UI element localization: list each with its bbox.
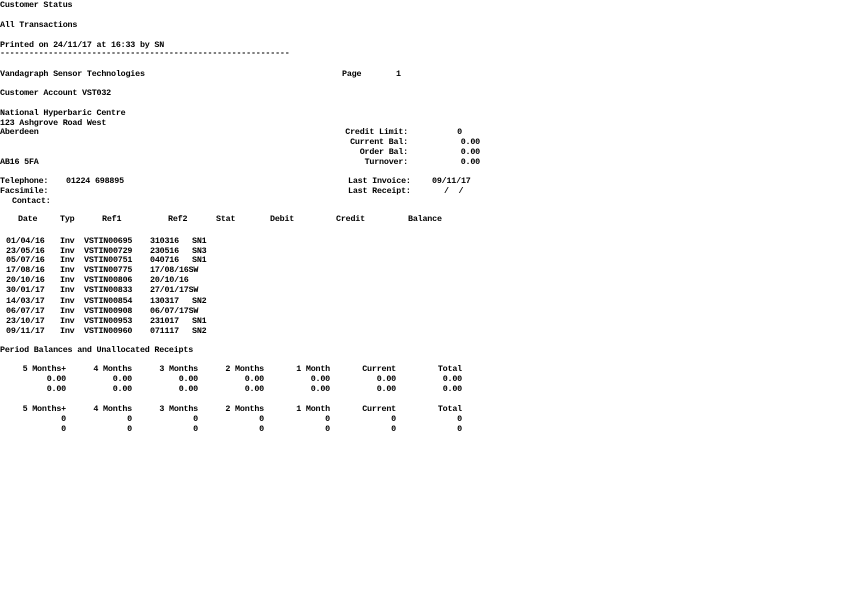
customer-address-line1: 123 Ashgrove Road West [0,118,107,128]
period-value: 0.00 [244,374,264,384]
txn-stat: SN1 [192,255,207,265]
last-receipt-label: Last Receipt: [348,186,411,196]
last-invoice-label: Last Invoice: [348,176,411,186]
col-header-ref1: Ref1 [102,214,122,224]
contact-label: Contact: [12,196,51,206]
page-label: Page [342,69,362,79]
period-value: 0.00 [112,384,132,394]
period-value: 0.00 [376,384,396,394]
txn-ref1: VSTIN00751 [84,255,133,265]
period-value: 0.00 [112,374,132,384]
current-bal-value: 0.00 [460,137,480,147]
period-value: 0 [325,423,330,434]
period-header-1-month: 1 Month [296,364,330,374]
report-subtitle: All Transactions [0,20,78,30]
txn-date: 14/03/17 [6,295,45,306]
txn-ref1: VSTIN00960 [84,325,133,336]
txn-stat: SN1 [192,315,207,326]
customer-account: Customer Account VST032 [0,88,111,98]
period-value: 0 [127,413,132,424]
txn-ref2: 130317 [150,295,179,306]
period-header-4-months: 4 Months [93,403,132,414]
company-name: Vandagraph Sensor Technologies [0,69,145,79]
period-header-current: Current [362,364,396,374]
period-header-5-months: 5 Months+ [22,403,66,414]
period-header-2-months: 2 Months [225,364,264,374]
period-value: 0 [193,423,198,434]
turnover-label: Turnover: [364,157,408,167]
period-value: 0.00 [442,384,462,394]
txn-typ: Inv [60,275,75,285]
printed-line: Printed on 24/11/17 at 16:33 by SN [0,40,165,50]
period-value: 0.00 [46,374,66,384]
telephone-value: 01224 698895 [66,176,124,186]
col-header-date: Date [18,214,38,224]
txn-ref2: 040716 [150,255,179,265]
txn-ref2: 231017 [150,315,179,326]
period-header-total: Total [437,403,462,414]
period-value: 0.00 [376,374,396,384]
period-value: 0.00 [244,384,264,394]
order-bal-value: 0.00 [460,147,480,157]
period-value: 0 [457,413,462,424]
period-value: 0 [61,413,66,424]
col-header-stat: Stat [216,214,236,224]
txn-stat: SN2 [192,295,207,306]
txn-stat: SN3 [192,245,207,256]
txn-ref1: VSTIN00695 [84,236,133,246]
period-header-1-month: 1 Month [296,403,330,414]
facsimile-label: Facsimile: [0,186,49,196]
txn-date: 05/07/16 [6,255,45,265]
period-header-total: Total [437,364,462,374]
txn-ref1: VSTIN00908 [84,305,133,316]
txn-stat: SN1 [192,236,207,246]
page-number: 1 [396,69,401,79]
col-header-balance: Balance [408,214,442,224]
txn-ref1: VSTIN00953 [84,315,133,326]
period-header-current: Current [362,403,396,414]
customer-name: National Hyperbaric Centre [0,108,126,118]
txn-typ: Inv [60,245,75,256]
period-header-4-months: 4 Months [93,364,132,374]
txn-ref2: 17/08/16SW [150,265,199,275]
txn-typ: Inv [60,265,75,275]
txn-ref2: 071117 [150,325,179,336]
txn-ref1: VSTIN00806 [84,275,133,285]
period-value: 0 [259,413,264,424]
credit-limit-label: Credit Limit: [345,127,408,137]
header-rule: ------------------------------------------------------------ [0,48,290,58]
period-value: 0.00 [310,384,330,394]
period-value: 0 [193,413,198,424]
period-value: 0.00 [178,384,198,394]
order-bal-label: Order Bal: [359,147,408,157]
last-invoice-value: 09/11/17 [432,176,471,186]
period-header-5-months: 5 Months+ [22,364,66,374]
txn-ref2: 230516 [150,245,179,256]
txn-date: 09/11/17 [6,325,45,336]
period-value: 0 [61,423,66,434]
txn-ref2: 06/07/17SW [150,305,199,316]
txn-ref1: VSTIN00729 [84,245,133,256]
telephone-label: Telephone: [0,176,49,186]
col-header-typ: Typ [60,214,75,224]
period-value: 0.00 [442,374,462,384]
period-value: 0.00 [178,374,198,384]
txn-ref2: 310316 [150,236,179,246]
period-value: 0 [391,413,396,424]
txn-date: 17/08/16 [6,265,45,275]
txn-ref1: VSTIN00775 [84,265,133,275]
txn-date: 20/10/16 [6,275,45,285]
txn-typ: Inv [60,255,75,265]
col-header-credit: Credit [336,214,365,224]
period-value: 0 [127,423,132,434]
turnover-value: 0.00 [460,157,480,167]
period-header-2-months: 2 Months [225,403,264,414]
period-value: 0 [457,423,462,434]
txn-date: 30/01/17 [6,285,45,295]
txn-typ: Inv [60,325,75,336]
txn-typ: Inv [60,285,75,295]
txn-typ: Inv [60,236,75,246]
col-header-ref2: Ref2 [168,214,188,224]
current-bal-label: Current Bal: [350,137,408,147]
col-header-debit: Debit [270,214,295,224]
period-value: 0.00 [46,384,66,394]
period-value: 0.00 [310,374,330,384]
txn-ref2: 20/10/16 [150,275,189,285]
txn-ref2: 27/01/17SW [150,285,199,295]
credit-limit-value: 0 [457,127,462,137]
period-value: 0 [259,423,264,434]
txn-ref1: VSTIN00833 [84,285,133,295]
txn-date: 01/04/16 [6,236,45,246]
period-value: 0 [391,423,396,434]
txn-date: 06/07/17 [6,305,45,316]
txn-stat: SN2 [192,325,207,336]
period-balances-title: Period Balances and Unallocated Receipts [0,345,194,355]
txn-typ: Inv [60,315,75,326]
period-header-3-months: 3 Months [159,364,198,374]
txn-date: 23/10/17 [6,315,45,326]
period-header-3-months: 3 Months [159,403,198,414]
customer-postcode: AB16 5FA [0,157,39,167]
txn-typ: Inv [60,295,75,306]
last-receipt-value: / / [444,186,464,196]
txn-typ: Inv [60,305,75,316]
txn-ref1: VSTIN00854 [84,295,133,306]
customer-city: Aberdeen [0,127,39,137]
period-value: 0 [325,413,330,424]
report-title: Customer Status [0,0,73,10]
txn-date: 23/05/16 [6,245,45,256]
